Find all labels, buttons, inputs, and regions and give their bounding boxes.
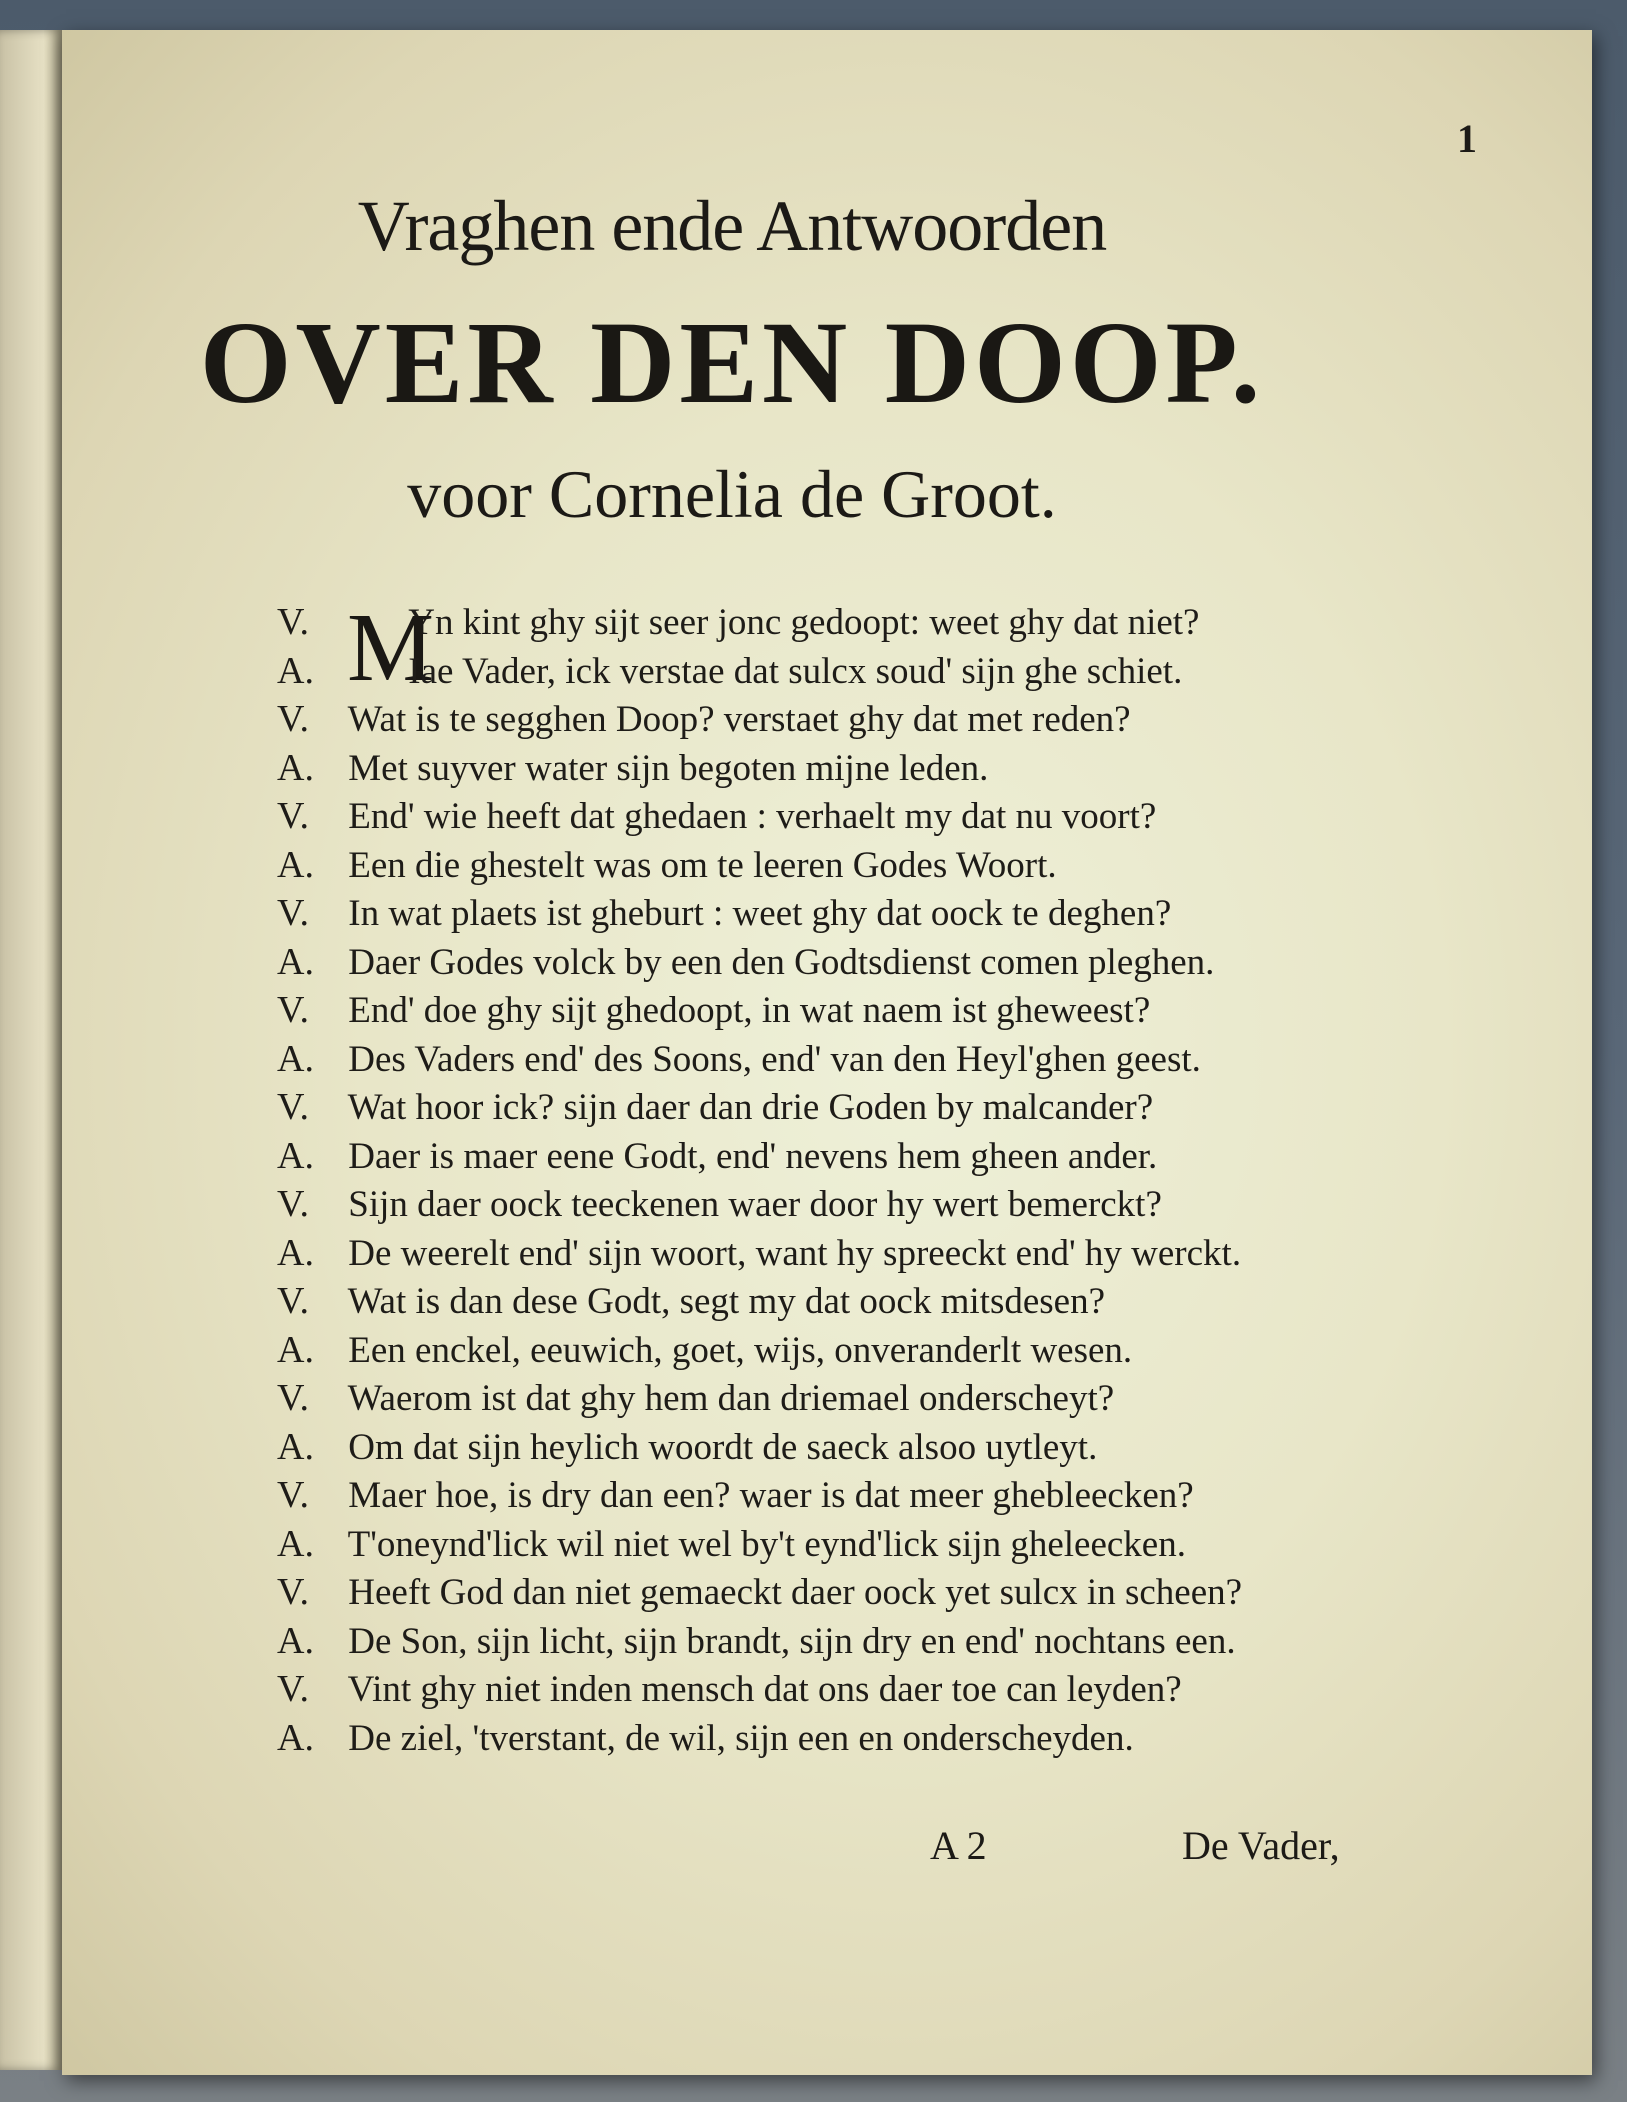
dialogue-line xyxy=(277,1277,1477,1326)
dialogue-line xyxy=(277,1374,1477,1423)
drop-cap: M xyxy=(347,594,435,702)
speaker-marker: V. xyxy=(277,1086,310,1128)
speaker-marker: V. xyxy=(277,698,310,740)
dialogue-text: Wat hoor ick? sijn daer dan drie Goden by malcander? xyxy=(347,1087,1154,1128)
dialogue-line xyxy=(277,1423,1477,1472)
dialogue-line xyxy=(277,792,1477,841)
dialogue-text: Een die ghestelt was om te leeren Godes Woort. xyxy=(348,844,1057,886)
speaker-marker: A. xyxy=(277,1328,314,1371)
speaker-marker: V. xyxy=(277,892,310,934)
dialogue-line xyxy=(277,1035,1477,1084)
dialogue-text: De Son, sijn licht, sijn brandt, sijn dry en end' nochtans een. xyxy=(348,1620,1236,1662)
dialogue-line xyxy=(277,1326,1477,1375)
speaker-marker: A. xyxy=(277,843,314,886)
dialogue-line xyxy=(277,1083,1477,1132)
dialogue-text: Om dat sijn heylich woordt de saeck alsoo uytleyt. xyxy=(348,1426,1098,1468)
dialogue-text: End' wie heeft dat ghedaen : verhaelt my dat nu voort? xyxy=(348,796,1157,837)
dialogue-text: Iae Vader, ick verstae dat sulcx soud' sijn ghe schiet. xyxy=(408,650,1183,692)
dialogue-line xyxy=(277,938,1477,987)
dialogue-text: Wat is dan dese Godt, segt my dat oock mitsdesen? xyxy=(347,1281,1106,1322)
dialogue-line xyxy=(277,889,1477,938)
dialogue-line xyxy=(277,744,1477,793)
dialogue-line xyxy=(277,1132,1477,1181)
title-line-1: Vraghen ende Antwoorden xyxy=(357,186,1107,266)
dialogue-text: Maer hoe, is dry dan een? waer is dat meer ghebleecken? xyxy=(348,1475,1194,1516)
speaker-marker: V. xyxy=(277,601,310,643)
dialogue-text: Wat is te segghen Doop? verstaet ghy dat met reden? xyxy=(347,699,1131,740)
page-footer xyxy=(62,1822,1592,1882)
facing-page-edge xyxy=(0,30,62,2070)
dialogue-line xyxy=(277,1617,1477,1666)
book-page xyxy=(62,30,1592,2075)
dialogue-text: Yn kint ghy sijt seer jonc gedoopt: weet ghy dat niet? xyxy=(408,602,1200,643)
dialogue-text: Een enckel, eeuwich, goet, wijs, onveranderlt wesen. xyxy=(348,1329,1133,1371)
dialogue-line xyxy=(277,695,1477,744)
speaker-marker: A. xyxy=(277,1619,314,1662)
dialogue-line xyxy=(277,986,1477,1035)
dialogue-text: In wat plaets ist gheburt : weet ghy dat oock te deghen? xyxy=(348,893,1172,934)
dialogue-line xyxy=(277,1520,1477,1569)
speaker-marker: A. xyxy=(277,1716,314,1759)
dialogue-line xyxy=(277,647,1477,696)
dialogue-text: Waerom ist dat ghy hem dan driemael onderscheyt? xyxy=(347,1378,1115,1419)
speaker-marker: V. xyxy=(277,795,310,837)
speaker-marker: V. xyxy=(277,1571,310,1613)
dialogue-text: Met suyver water sijn begoten mijne leden. xyxy=(348,747,989,789)
speaker-marker: V. xyxy=(277,1668,310,1710)
dialogue-line xyxy=(277,1471,1477,1520)
dialogue-block xyxy=(277,594,1477,1762)
dialogue-line xyxy=(277,1229,1477,1278)
speaker-marker: A. xyxy=(277,940,314,983)
dialogue-line xyxy=(277,1568,1477,1617)
speaker-marker: V. xyxy=(277,1183,310,1225)
speaker-marker: V. xyxy=(277,989,310,1031)
title-line-2: OVER DEN DOOP. xyxy=(199,297,1265,428)
dialogue-line xyxy=(277,1180,1477,1229)
dialogue-line xyxy=(277,841,1477,890)
title-line-3: voor Cornelia de Groot. xyxy=(407,456,1057,532)
dialogue-line xyxy=(277,1665,1477,1714)
dialogue-text: T'oneynd'lick wil niet wel by't eynd'lick sijn gheleecken. xyxy=(347,1523,1186,1565)
dialogue-text: Daer is maer eene Godt, end' nevens hem gheen ander. xyxy=(348,1135,1158,1177)
dialogue-text: Daer Godes volck by een den Godtsdienst comen pleghen. xyxy=(348,941,1215,983)
signature-mark: A 2 xyxy=(930,1823,987,1868)
speaker-marker: A. xyxy=(277,1037,314,1080)
page-number: 1 xyxy=(1457,116,1477,161)
dialogue-text: Heeft God dan niet gemaeckt daer oock yet sulcx in scheen? xyxy=(348,1572,1243,1613)
dialogue-text: Vint ghy niet inden mensch dat ons daer toe can leyden? xyxy=(347,1669,1182,1710)
dialogue-text: Des Vaders end' des Soons, end' van den Heyl'ghen geest. xyxy=(348,1038,1201,1080)
dialogue-text: De ziel, 'tverstant, de wil, sijn een en onderscheyden. xyxy=(348,1717,1134,1759)
speaker-marker: A. xyxy=(277,1134,314,1177)
speaker-marker: A. xyxy=(277,746,314,789)
dialogue-text: De weerelt end' sijn woort, want hy spreeckt end' hy werckt. xyxy=(348,1232,1242,1274)
speaker-marker: V. xyxy=(277,1474,310,1516)
speaker-marker: V. xyxy=(277,1377,310,1419)
speaker-marker: A. xyxy=(277,1231,314,1274)
catchword: De Vader, xyxy=(1182,1823,1340,1868)
dialogue-text: End' doe ghy sijt ghedoopt, in wat naem ist gheweest? xyxy=(348,990,1151,1031)
speaker-marker: A. xyxy=(277,1522,314,1565)
dialogue-text: Sijn daer oock teeckenen waer door hy wert bemerckt? xyxy=(348,1184,1162,1225)
speaker-marker: A. xyxy=(277,649,314,692)
speaker-marker: V. xyxy=(277,1280,310,1322)
speaker-marker: A. xyxy=(277,1425,314,1468)
dialogue-line xyxy=(277,1714,1477,1763)
